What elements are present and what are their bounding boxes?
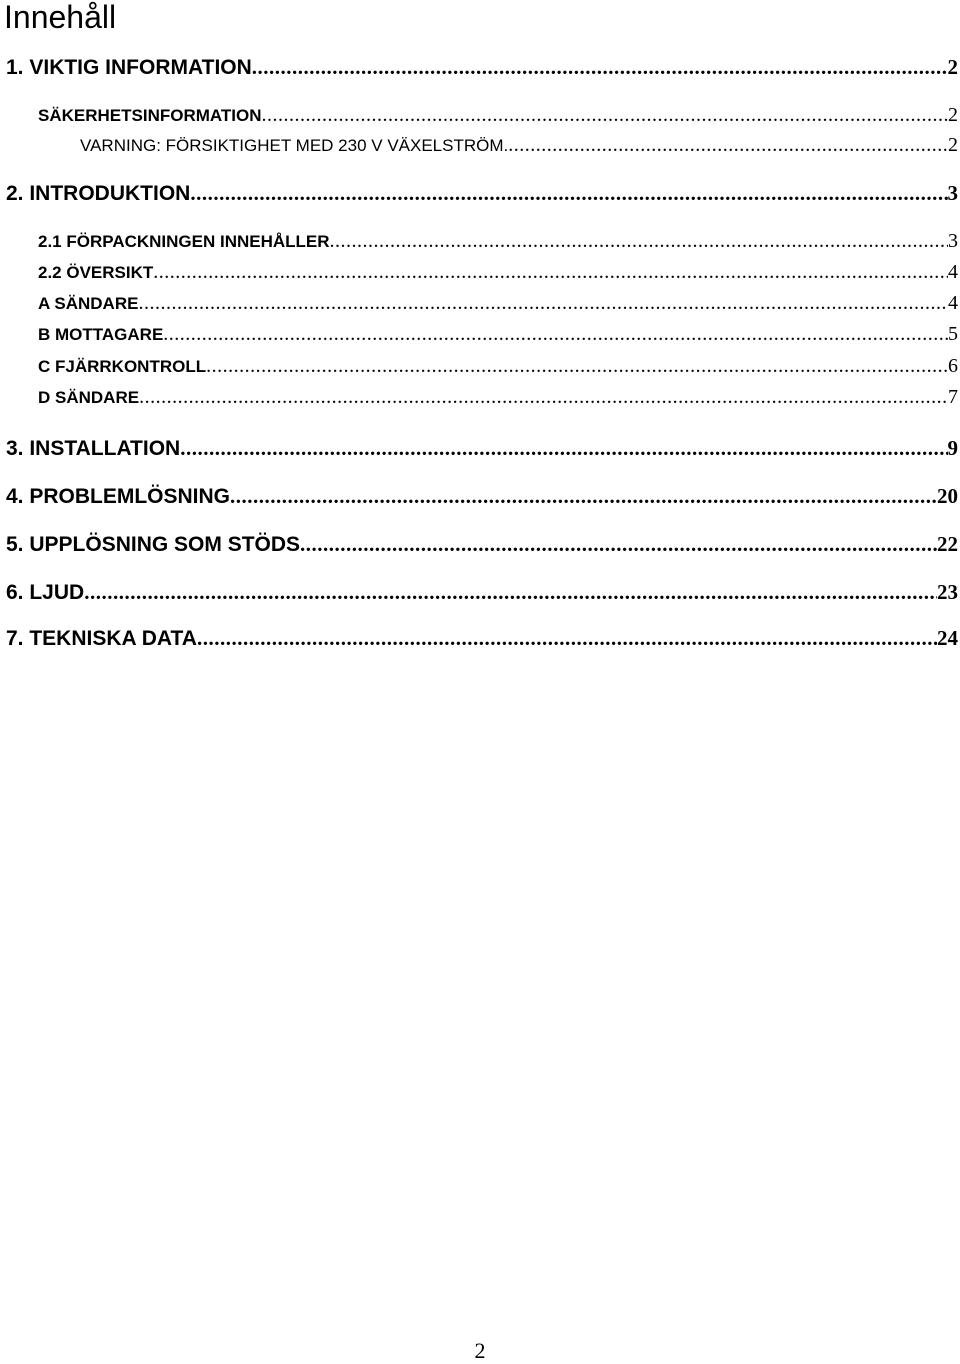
page-number-footer: 2 [0, 1338, 960, 1364]
toc-entry-page: 24 [937, 626, 960, 651]
toc-entry-label: 1. VIKTIG INFORMATION [6, 56, 252, 80]
toc-leader-dots [163, 323, 948, 346]
toc-entry-label: 2.1 FÖRPACKNINGEN INNEHÅLLER [38, 232, 330, 252]
toc-entry-page: 20 [937, 484, 960, 509]
toc-entry-forpackningen-innehaller[interactable] [38, 230, 960, 258]
toc-entry-label: B MOTTAGARE [38, 325, 163, 345]
toc-entry-c-fjarrkontroll[interactable] [38, 355, 960, 383]
toc-entry-page: 5 [948, 323, 960, 346]
toc-leader-dots [230, 484, 937, 509]
toc-entry-page: 2 [948, 134, 960, 157]
toc-entry-upplosning-som-stods[interactable] [6, 532, 960, 560]
toc-entry-label: A SÄNDARE [38, 294, 138, 314]
toc-entry-label: C FJÄRRKONTROLL [38, 357, 206, 377]
toc-entry-page: 23 [937, 580, 960, 605]
toc-entry-label: VARNING: FÖRSIKTIGHET MED 230 V VÄXELSTRÖM. [80, 136, 508, 156]
toc-leader-dots [138, 292, 948, 315]
toc-entry-sakerhetsinformation[interactable] [38, 104, 960, 132]
toc-entry-label: 2. INTRODUKTION [6, 182, 190, 206]
toc-leader-dots [197, 626, 937, 651]
toc-leader-dots [262, 104, 948, 127]
toc-entry-varning[interactable] [80, 134, 960, 162]
toc-entry-page: 6 [948, 355, 960, 378]
toc-entry-installation[interactable] [6, 436, 960, 464]
toc-entry-label: 6. LJUD [6, 581, 84, 605]
toc-entry-oversikt[interactable] [38, 261, 960, 289]
toc-entry-ljud[interactable] [6, 580, 960, 608]
toc-entry-label: 3. INSTALLATION [6, 437, 180, 461]
toc-entry-label: 5. UPPLÖSNING SOM STÖDS [6, 533, 300, 557]
toc-entry-page: 3 [948, 181, 960, 206]
toc-entry-page: 22 [937, 532, 960, 557]
toc-leader-dots [252, 55, 948, 80]
toc-leader-dots [139, 386, 948, 409]
toc-entry-label: 2.2 ÖVERSIKT [38, 263, 153, 283]
toc-entry-page: 4 [948, 261, 960, 284]
toc-entry-page: 2 [948, 55, 960, 80]
toc-entry-b-mottagare[interactable] [38, 323, 960, 351]
toc-leader-dots [84, 580, 937, 605]
toc-entry-label: 7. TEKNISKA DATA [6, 627, 197, 651]
toc-entry-label: 4. PROBLEMLÖSNING [6, 485, 230, 509]
toc-entry-viktig-information[interactable] [6, 55, 960, 83]
toc-entry-introduktion[interactable] [6, 181, 960, 209]
toc-entry-d-sandare[interactable] [38, 386, 960, 414]
toc-entry-page: 9 [948, 436, 960, 461]
toc-leader-dots [206, 355, 948, 378]
toc-leader-dots [508, 134, 948, 157]
toc-entry-a-sandare[interactable] [38, 292, 960, 320]
toc-entry-page: 2 [948, 104, 960, 127]
toc-entry-problemlosning[interactable] [6, 484, 960, 512]
toc-entry-tekniska-data[interactable] [6, 626, 960, 654]
page-title: Innehåll [4, 0, 116, 37]
toc-leader-dots [153, 261, 948, 284]
toc-entry-label: SÄKERHETSINFORMATION [38, 106, 262, 126]
toc-leader-dots [330, 230, 948, 253]
toc-leader-dots [180, 436, 947, 461]
toc-entry-page: 3 [948, 230, 960, 253]
toc-entry-page: 7 [948, 386, 960, 409]
toc-entry-label: D SÄNDARE [38, 388, 139, 408]
toc-leader-dots [190, 181, 947, 206]
toc-leader-dots [300, 532, 937, 557]
toc-entry-page: 4 [948, 292, 960, 315]
